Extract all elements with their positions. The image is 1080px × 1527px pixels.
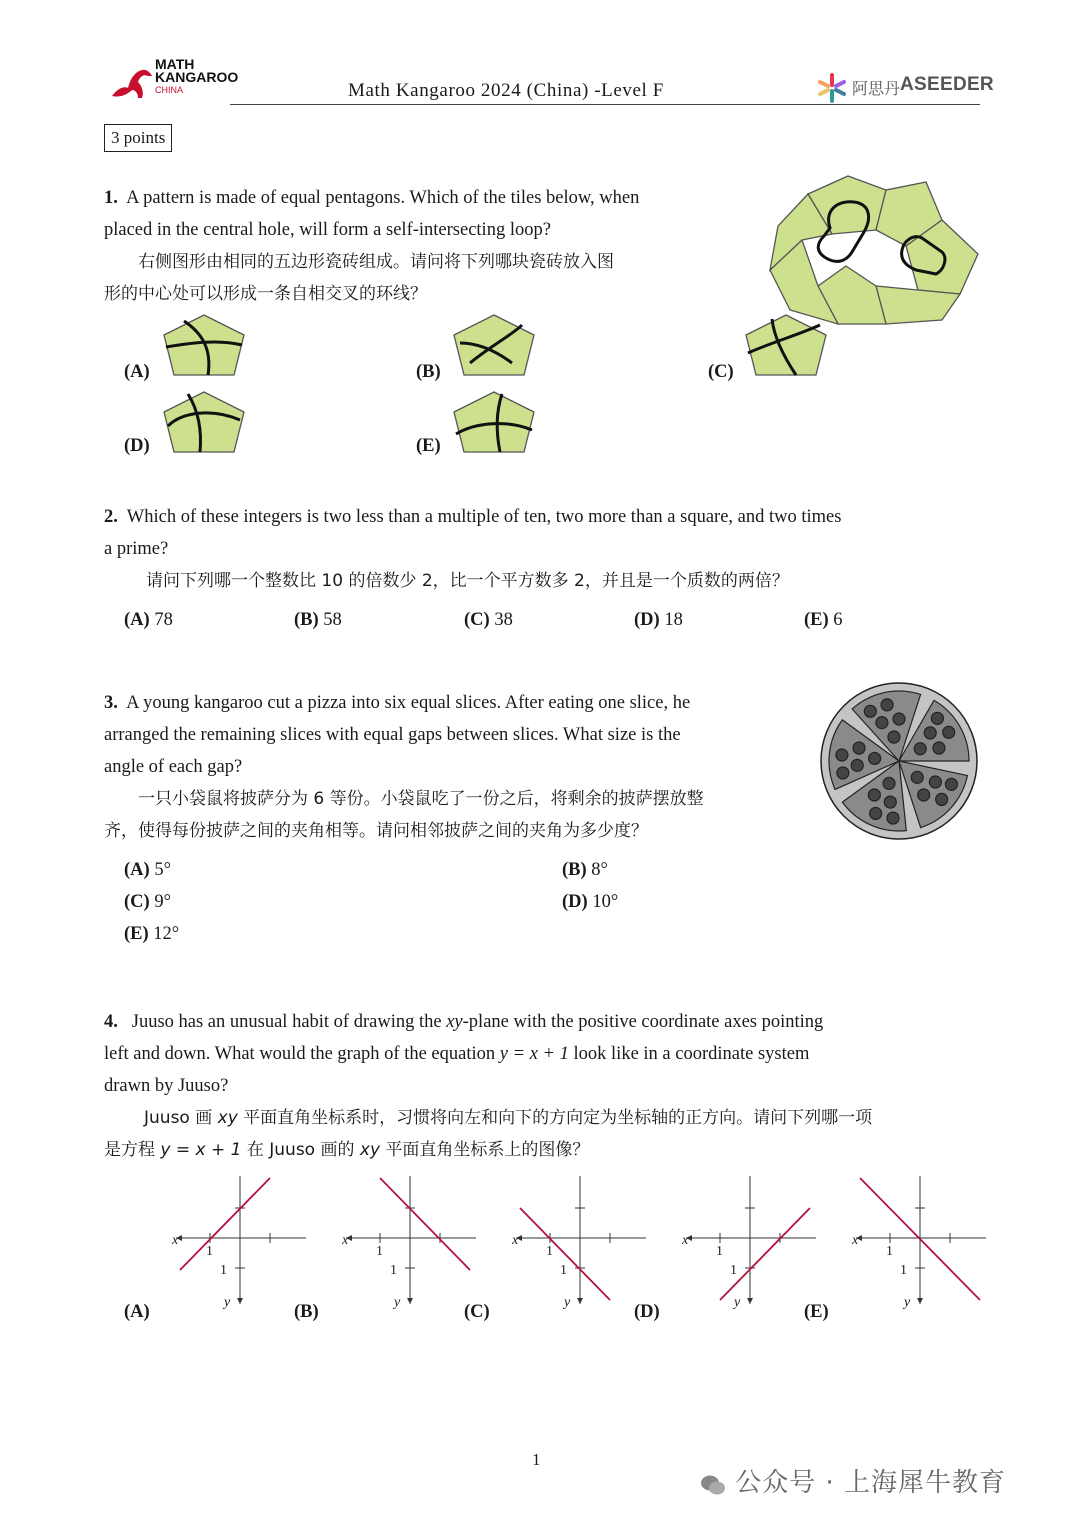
y-arrow-icon bbox=[237, 1298, 243, 1304]
q2-option-c[interactable]: (C) 38 bbox=[464, 610, 513, 630]
q1-cn-line2: 形的中心处可以形成一条自相交叉的环线？ bbox=[104, 284, 427, 304]
q1-pentagon-pattern bbox=[766, 160, 982, 326]
pepperoni bbox=[884, 796, 896, 808]
pepperoni bbox=[893, 713, 905, 725]
x-tick-label: 1 bbox=[886, 1244, 893, 1259]
pepperoni bbox=[870, 807, 882, 819]
y-axis-label: y bbox=[394, 1295, 401, 1310]
q3-cn-line1: 一只小袋鼠将披萨分为 6 等份。小袋鼠吃了一份之后，将剩余的披萨摆放整 bbox=[138, 789, 704, 809]
pepperoni bbox=[836, 749, 848, 761]
q4-cn-line2: 是方程 y = x + 1 在 Juuso 画的 xy 平面直角坐标系上的图像？ bbox=[104, 1140, 590, 1160]
header-rule bbox=[230, 104, 980, 105]
pepperoni bbox=[911, 771, 923, 783]
y-tick-label: 1 bbox=[220, 1263, 227, 1278]
y-arrow-icon bbox=[577, 1298, 583, 1304]
q1-option-a-label[interactable]: (A) bbox=[124, 362, 150, 382]
pepperoni bbox=[864, 705, 876, 717]
y-tick-label: 1 bbox=[900, 1263, 907, 1278]
y-axis-label: y bbox=[904, 1295, 911, 1310]
q3-text-line1: 3. A young kangaroo cut a pizza into six equal slices. After eating one slice, he bbox=[104, 693, 691, 713]
y-arrow-icon bbox=[747, 1298, 753, 1304]
q3-option-c[interactable]: (C) 9° bbox=[124, 892, 171, 912]
q3-text-line2: arranged the remaining slices with equal gaps between slices. What size is the bbox=[104, 725, 681, 745]
q2-text-line2: a prime? bbox=[104, 539, 169, 559]
q1-option-b-label[interactable]: (B) bbox=[416, 362, 441, 382]
q3-option-a[interactable]: (A) 5° bbox=[124, 860, 171, 880]
pepperoni bbox=[881, 699, 893, 711]
q3-cn-line2: 齐，使得每份披萨之间的夹角相等。请问相邻披萨之间的夹角为多少度？ bbox=[104, 821, 648, 841]
pepperoni bbox=[851, 759, 863, 771]
kangaroo-icon bbox=[108, 58, 158, 102]
q4-text-line3: drawn by Juuso? bbox=[104, 1076, 229, 1096]
asterisk-icon bbox=[816, 72, 848, 104]
aseeder-cn-text: 阿思丹 bbox=[852, 79, 901, 98]
aseeder-en-text: ASEEDER bbox=[900, 74, 994, 95]
page-number: 1 bbox=[532, 1450, 541, 1469]
y-tick-label: 1 bbox=[560, 1263, 567, 1278]
pepperoni bbox=[868, 789, 880, 801]
q4-graph-b bbox=[340, 1174, 480, 1310]
pepperoni bbox=[945, 778, 957, 790]
q1-tile-c[interactable] bbox=[744, 313, 828, 377]
pepperoni bbox=[933, 742, 945, 754]
q4-graph-e bbox=[850, 1174, 990, 1310]
pepperoni bbox=[943, 726, 955, 738]
x-tick-label: 1 bbox=[546, 1244, 553, 1259]
q4-option-d-label[interactable]: (D) bbox=[634, 1302, 660, 1322]
pepperoni bbox=[883, 777, 895, 789]
x-axis-label: x bbox=[172, 1233, 179, 1248]
pepperoni bbox=[931, 712, 943, 724]
pepperoni bbox=[837, 767, 849, 779]
q2-option-a[interactable]: (A) 78 bbox=[124, 610, 173, 630]
x-axis-label: x bbox=[852, 1233, 859, 1248]
page-header-title: Math Kangaroo 2024 (China) -Level F bbox=[348, 80, 664, 101]
pepperoni bbox=[888, 731, 900, 743]
x-tick-label: 1 bbox=[206, 1244, 213, 1259]
y-arrow-icon bbox=[407, 1298, 413, 1304]
pepperoni bbox=[918, 789, 930, 801]
pepperoni bbox=[924, 727, 936, 739]
pepperoni bbox=[914, 743, 926, 755]
x-axis-label: x bbox=[682, 1233, 689, 1248]
q4-option-a-label[interactable]: (A) bbox=[124, 1302, 150, 1322]
q4-text-line1: 4. Juuso has an unusual habit of drawing the xy-plane with the positive coordinate axes pointing bbox=[104, 1012, 824, 1032]
q1-text-line1: 1. A pattern is made of equal pentagons. Which of the tiles below, when bbox=[104, 188, 640, 208]
q1-tile-b[interactable] bbox=[452, 313, 536, 377]
y-arrow-icon bbox=[917, 1298, 923, 1304]
q4-option-c-label[interactable]: (C) bbox=[464, 1302, 490, 1322]
q3-option-b[interactable]: (B) 8° bbox=[562, 860, 608, 880]
graph-line bbox=[380, 1178, 470, 1270]
q1-tile-a[interactable] bbox=[162, 313, 246, 377]
q4-graph-c bbox=[510, 1174, 650, 1310]
math-kangaroo-wordmark: MATH KANGAROO CHINA bbox=[155, 56, 239, 95]
y-tick-label: 1 bbox=[730, 1263, 737, 1278]
q2-option-b[interactable]: (B) 58 bbox=[294, 610, 342, 630]
q4-graph-a bbox=[170, 1174, 310, 1310]
x-axis-label: x bbox=[512, 1233, 519, 1248]
q2-option-d[interactable]: (D) 18 bbox=[634, 610, 683, 630]
pepperoni bbox=[887, 812, 899, 824]
q2-cn-line: 请问下列哪一个整数比 10 的倍数少 2，比一个平方数多 2，并且是一个质数的两倍？ bbox=[146, 571, 789, 591]
pepperoni bbox=[936, 793, 948, 805]
graph-line bbox=[520, 1208, 610, 1300]
q3-pizza-figure bbox=[818, 680, 980, 842]
graph-line bbox=[180, 1178, 270, 1270]
q1-option-d-label[interactable]: (D) bbox=[124, 436, 150, 456]
pepperoni bbox=[929, 776, 941, 788]
q1-text-line2: placed in the central hole, will form a self-intersecting loop? bbox=[104, 220, 551, 240]
q3-option-e[interactable]: (E) 12° bbox=[124, 924, 180, 944]
x-tick-label: 1 bbox=[376, 1244, 383, 1259]
q1-option-c-label[interactable]: (C) bbox=[708, 362, 734, 382]
q4-cn-line1: Juuso 画 xy 平面直角坐标系时，习惯将向左和向下的方向定为坐标轴的正方向。请问下列哪一项 bbox=[144, 1108, 873, 1128]
q1-tile-e[interactable] bbox=[452, 390, 536, 454]
y-axis-label: y bbox=[224, 1295, 231, 1310]
q2-text-line1: 2. Which of these integers is two less than a multiple of ten, two more than a square, and two times bbox=[104, 507, 842, 527]
pepperoni bbox=[876, 717, 888, 729]
y-axis-label: y bbox=[564, 1295, 571, 1310]
x-tick-label: 1 bbox=[716, 1244, 723, 1259]
q4-text-line2: left and down. What would the graph of the equation y = x + 1 look like in a coordinate system bbox=[104, 1044, 810, 1064]
watermark: 公众号 · 上海犀牛教育 bbox=[700, 1462, 1006, 1499]
q4-option-b-label[interactable]: (B) bbox=[294, 1302, 319, 1322]
pepperoni bbox=[869, 752, 881, 764]
graph-line bbox=[720, 1208, 810, 1300]
q4-option-e-label[interactable]: (E) bbox=[804, 1302, 829, 1322]
y-tick-label: 1 bbox=[390, 1263, 397, 1278]
q1-tile-d[interactable] bbox=[162, 390, 246, 454]
q4-graph-d bbox=[680, 1174, 820, 1310]
pepperoni bbox=[853, 742, 865, 754]
x-axis-label: x bbox=[342, 1233, 349, 1248]
wechat-icon bbox=[700, 1473, 726, 1495]
q3-option-d[interactable]: (D) 10° bbox=[562, 892, 619, 912]
q1-option-e-label[interactable]: (E) bbox=[416, 436, 441, 456]
section-points-label: 3 points bbox=[104, 124, 172, 152]
q3-text-line3: angle of each gap? bbox=[104, 757, 243, 777]
q1-cn-line1: 右侧图形由相同的五边形瓷砖组成。请问将下列哪块瓷砖放入图 bbox=[138, 252, 614, 272]
y-axis-label: y bbox=[734, 1295, 741, 1310]
q2-option-e[interactable]: (E) 6 bbox=[804, 610, 843, 630]
